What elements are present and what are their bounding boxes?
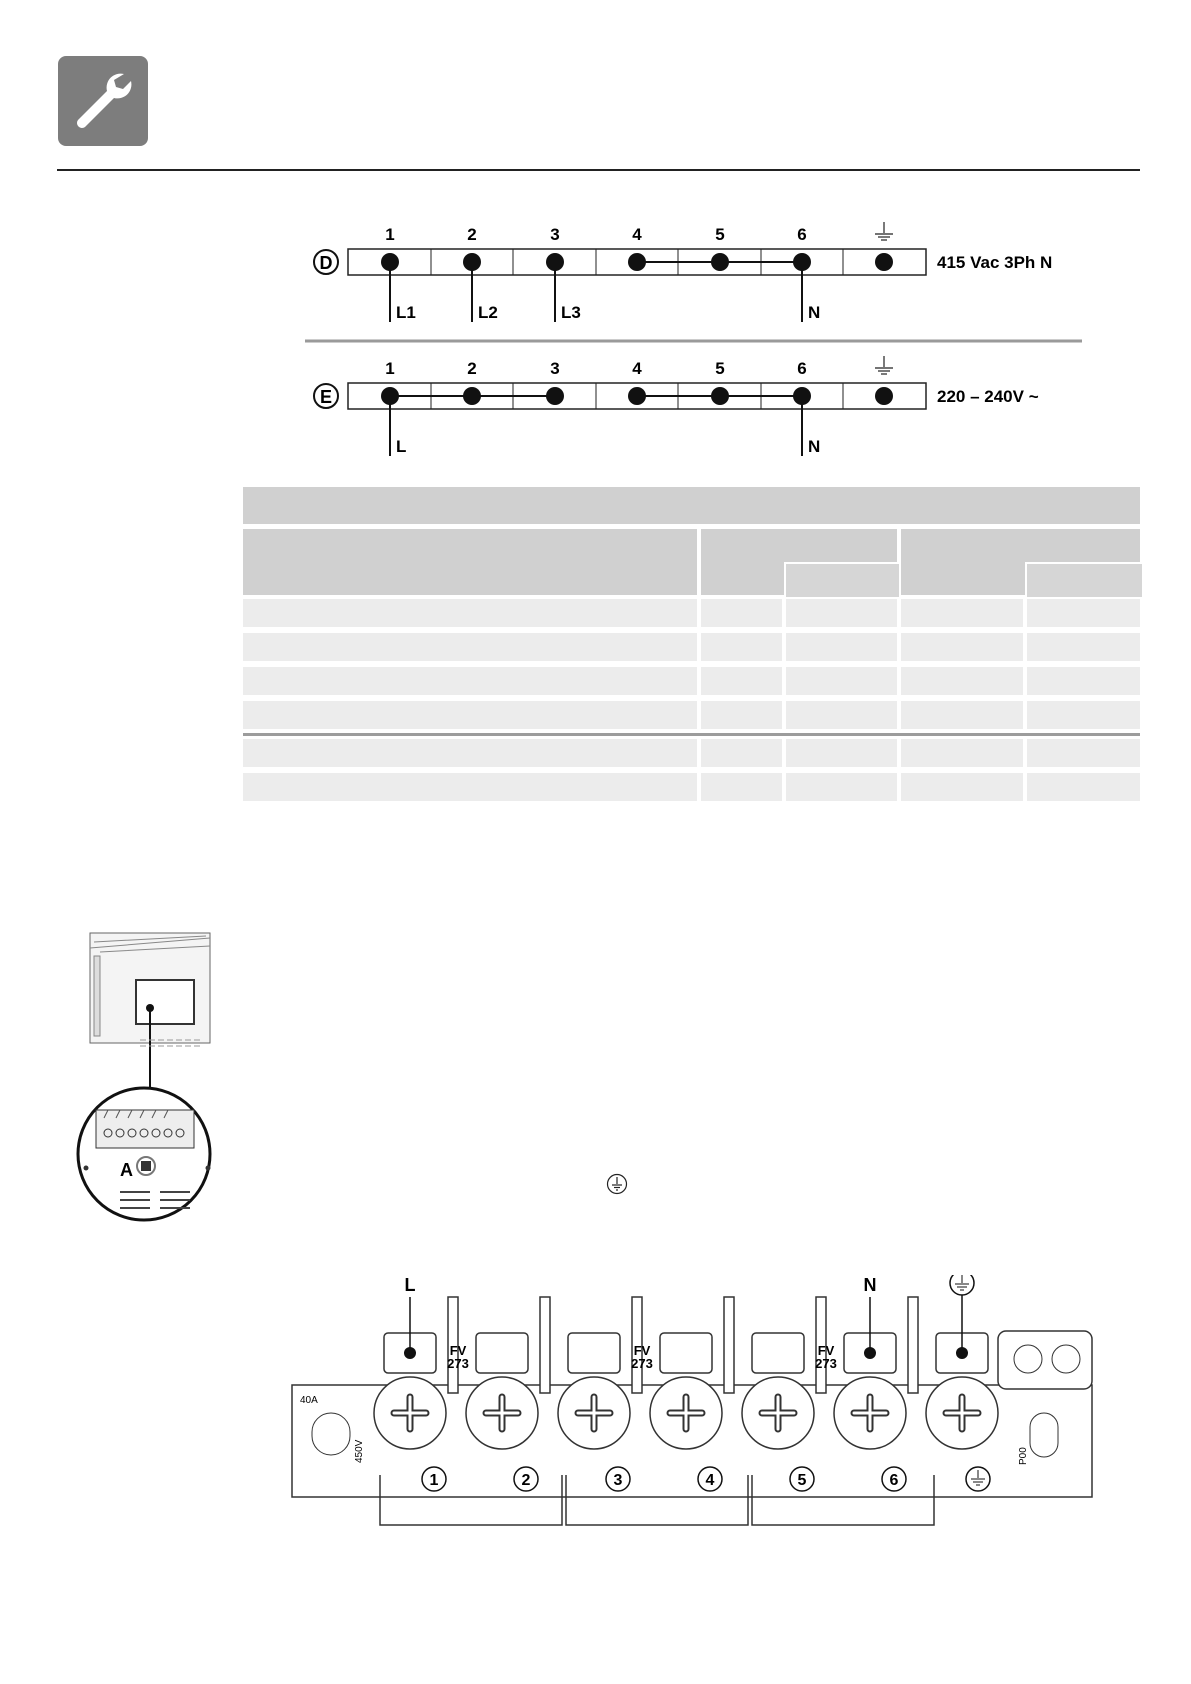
table-title-band <box>243 487 1140 524</box>
wire-label: L <box>396 437 407 456</box>
diagram-d <box>314 222 1052 322</box>
lead-label: N <box>863 1275 877 1295</box>
terminal-number: 5 <box>715 359 725 378</box>
stamp-text: FV <box>633 1343 651 1358</box>
lead-label: L <box>404 1275 416 1295</box>
ground-icon <box>875 356 893 374</box>
supply-label: 415 Vac 3Ph N <box>937 253 1053 272</box>
terminal-number: 5 <box>715 225 725 244</box>
terminal-number: 3 <box>550 359 560 378</box>
appliance-rear-illustration <box>60 928 220 1223</box>
stamp-text: FV <box>817 1343 835 1358</box>
wire-label: N <box>808 437 821 456</box>
terminal-number: 2 <box>521 1472 531 1489</box>
stamp-text: FV <box>449 1343 467 1358</box>
rail-text: 450V <box>354 1439 365 1463</box>
terminal-number: 6 <box>797 225 807 244</box>
ground-icon <box>966 1467 990 1491</box>
terminal-number: 6 <box>797 359 807 378</box>
terminal-number: 6 <box>889 1472 899 1489</box>
terminal-number: 3 <box>550 225 560 244</box>
ground-icon <box>875 222 893 240</box>
diagram-e <box>314 356 1039 456</box>
photo-marker: A <box>120 1160 133 1180</box>
stamp-text: 273 <box>447 1356 469 1371</box>
table-subheader-cell <box>784 562 899 597</box>
terminal-number: 2 <box>467 225 477 244</box>
wire-label: L3 <box>561 303 581 322</box>
terminal-number: 4 <box>705 1472 715 1489</box>
ground-icon <box>606 1173 628 1195</box>
table-subheader-cell <box>1025 562 1142 597</box>
stamp-text: 273 <box>815 1356 837 1371</box>
diagram-d-label: D <box>319 253 333 273</box>
terminal-block-illustration <box>288 1275 1098 1535</box>
terminal-number: 4 <box>632 225 642 244</box>
rail-text: P00 <box>1018 1447 1029 1465</box>
wiring-diagrams <box>0 0 1191 470</box>
terminal-number: 4 <box>632 359 642 378</box>
wire-label: L1 <box>396 303 416 322</box>
rail-text: 40A <box>300 1395 318 1406</box>
stamp-text: 273 <box>631 1356 653 1371</box>
terminal-number: 1 <box>429 1472 439 1489</box>
terminal-number: 1 <box>385 359 395 378</box>
terminal-number: 5 <box>797 1472 807 1489</box>
terminal-number: 1 <box>385 225 395 244</box>
table-header-cell <box>243 529 697 595</box>
terminal-number: 3 <box>613 1472 623 1489</box>
supply-label: 220 – 240V ~ <box>937 387 1039 406</box>
table-group-divider <box>243 733 1140 736</box>
wire-label: N <box>808 303 821 322</box>
wire-label: L2 <box>478 303 498 322</box>
terminal-number: 2 <box>467 359 477 378</box>
diagram-e-label: E <box>319 387 333 407</box>
